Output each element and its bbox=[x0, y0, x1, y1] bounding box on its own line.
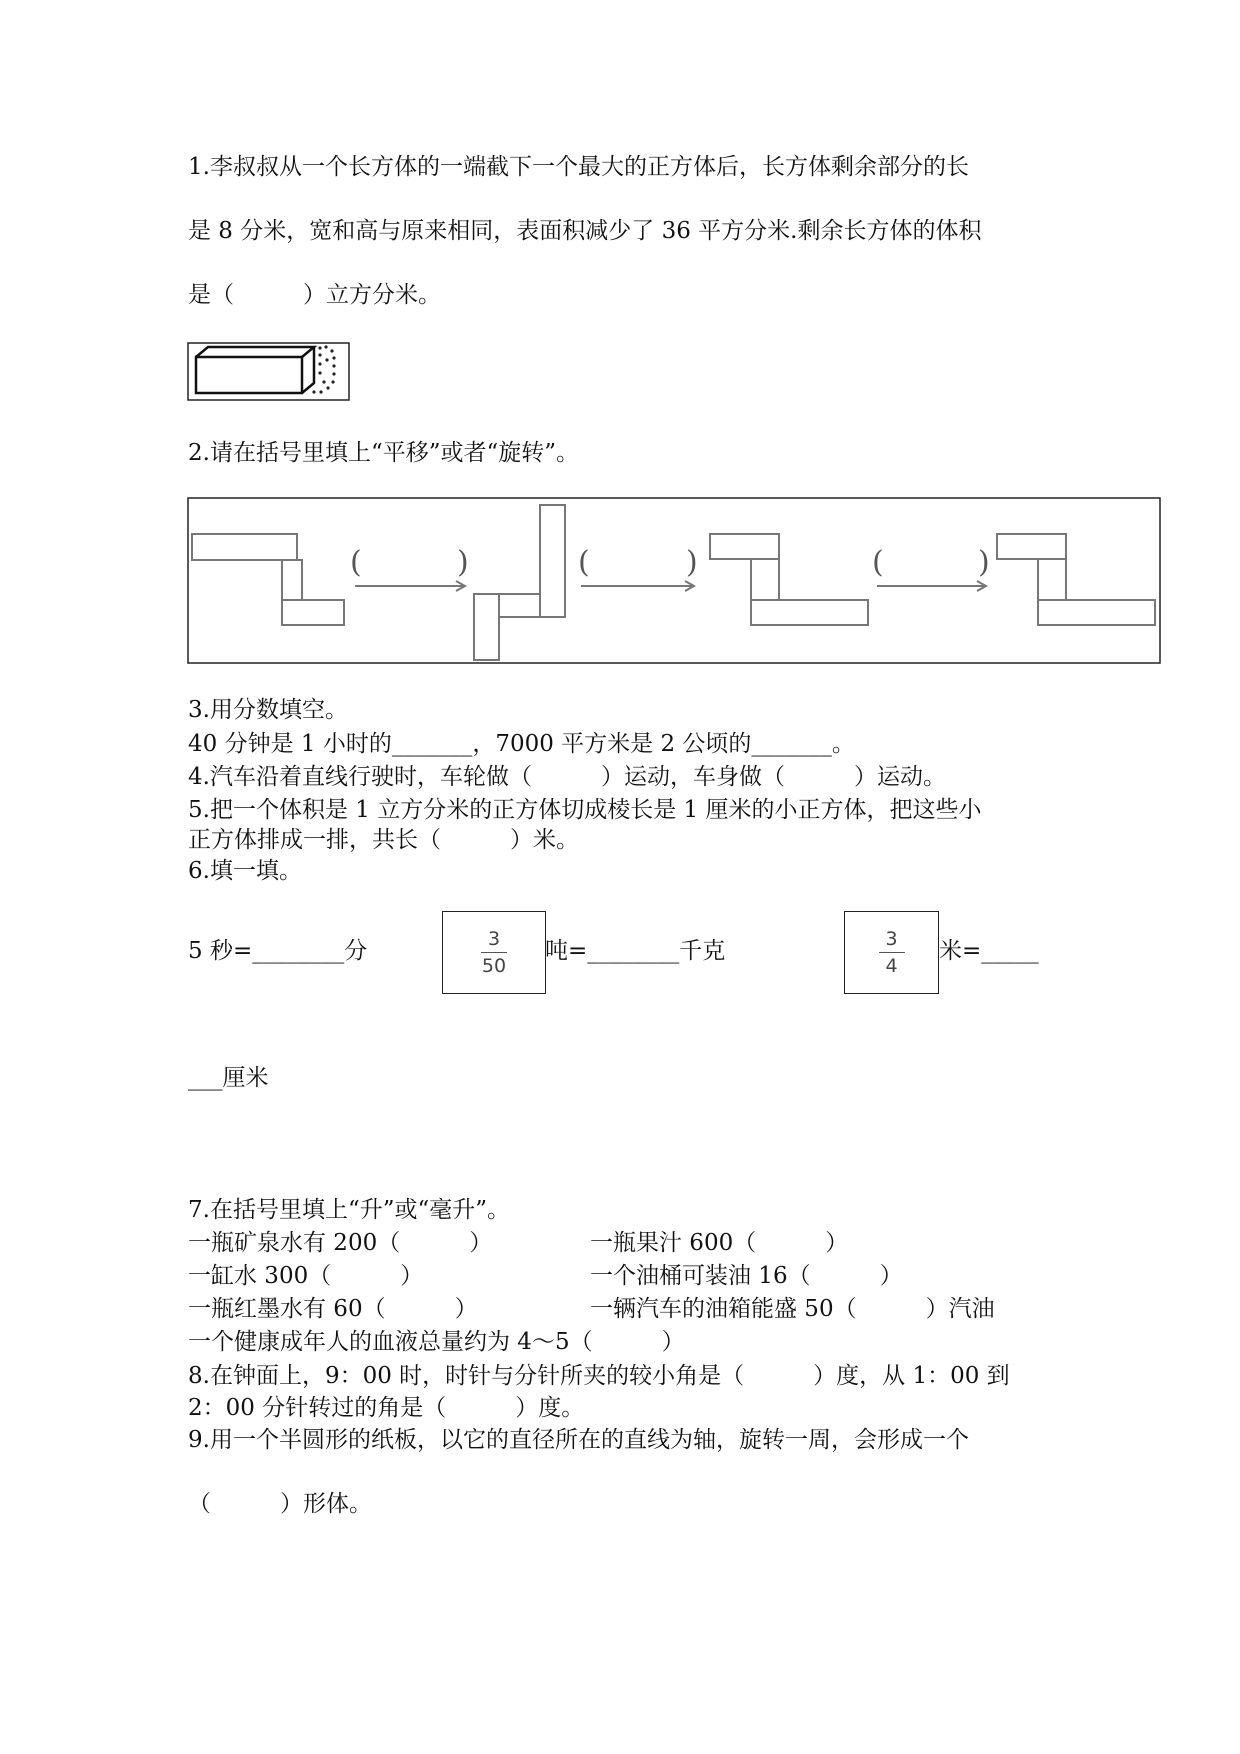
fraction-numerator: 3 bbox=[487, 928, 501, 950]
q7-right-3: 一辆汽车的油箱能盛 50（ ）汽油 bbox=[590, 1296, 995, 1322]
fraction-3-4-box bbox=[844, 911, 939, 994]
q2-paren-close-1: ) bbox=[457, 545, 469, 580]
q4-text: 4.汽车沿着直线行驶时，车轮做（ ）运动，车身做（ ）运动。 bbox=[188, 764, 946, 790]
q2-paren-close-2: ) bbox=[686, 545, 698, 580]
q6-item1: 5 秒=________分 bbox=[188, 938, 368, 964]
q2-paren-open-2: ( bbox=[578, 545, 590, 580]
fraction-denominator: 50 bbox=[481, 955, 507, 977]
q2-paren-close-3: ) bbox=[978, 545, 990, 580]
q6-item3-continued: ___厘米 bbox=[188, 1065, 269, 1091]
q7-last: 一个健康成年人的血液总量约为 4～5（ ） bbox=[188, 1329, 685, 1355]
q1-line1: 1.李叔叔从一个长方体的一端截下一个最大的正方体后，长方体剩余部分的长 bbox=[188, 154, 969, 180]
fraction-bar bbox=[879, 952, 905, 953]
q1-line3: 是（ ）立方分米。 bbox=[188, 282, 441, 308]
q6-title: 6.填一填。 bbox=[188, 858, 302, 884]
q8-line1: 8.在钟面上，9：00 时，时针与分针所夹的较小角是（ ）度，从 1：00 到 bbox=[188, 1363, 1010, 1389]
q7-left-3: 一瓶红墨水有 60（ ） bbox=[188, 1296, 478, 1322]
q9-line1: 9.用一个半圆形的纸板，以它的直径所在的直线为轴，旋转一周，会形成一个 bbox=[188, 1427, 969, 1453]
q6-item2-suffix: 吨=________千克 bbox=[545, 938, 726, 964]
translation-rotation-figure bbox=[187, 497, 1162, 665]
q1-line2: 是 8 分米，宽和高与原来相同，表面积减少了 36 平方分米.剩余长方体的体积 bbox=[188, 218, 982, 244]
q3-title: 3.用分数填空。 bbox=[188, 697, 348, 723]
q8-line2: 2：00 分针转过的角是（ ）度。 bbox=[188, 1395, 585, 1421]
q7-left-1: 一瓶矿泉水有 200（ ） bbox=[188, 1230, 493, 1256]
q7-left-2: 一缸水 300（ ） bbox=[188, 1263, 424, 1289]
fraction-3-4 bbox=[879, 928, 905, 977]
q3-line: 40 分钟是 1 小时的_______，7000 平方米是 2 公顷的_______。 bbox=[188, 731, 855, 757]
fraction-3-50-box bbox=[442, 911, 546, 994]
fraction-denominator: 4 bbox=[885, 955, 898, 977]
q2-paren-open-3: ( bbox=[872, 545, 884, 580]
q7-title: 7.在括号里填上“升”或“毫升”。 bbox=[188, 1197, 510, 1223]
q7-right-1: 一瓶果汁 600（ ） bbox=[590, 1230, 849, 1256]
q5-line2: 正方体排成一排，共长（ ）米。 bbox=[188, 827, 579, 853]
q2-text: 2.请在括号里填上“平移”或者“旋转”。 bbox=[188, 440, 579, 466]
q2-paren-open-1: ( bbox=[350, 545, 362, 580]
fraction-3-50 bbox=[481, 928, 507, 977]
cuboid-figure bbox=[187, 342, 351, 402]
q6-item3-suffix: 米=_____ bbox=[939, 938, 1039, 964]
fraction-bar bbox=[481, 952, 507, 953]
q5-line1: 5.把一个体积是 1 立方分米的正方体切成棱长是 1 厘米的小正方体，把这些小 bbox=[188, 797, 982, 823]
fraction-numerator: 3 bbox=[885, 928, 898, 950]
q7-right-2: 一个油桶可装油 16（ ） bbox=[590, 1263, 903, 1289]
q9-line2: （ ）形体。 bbox=[188, 1491, 372, 1517]
